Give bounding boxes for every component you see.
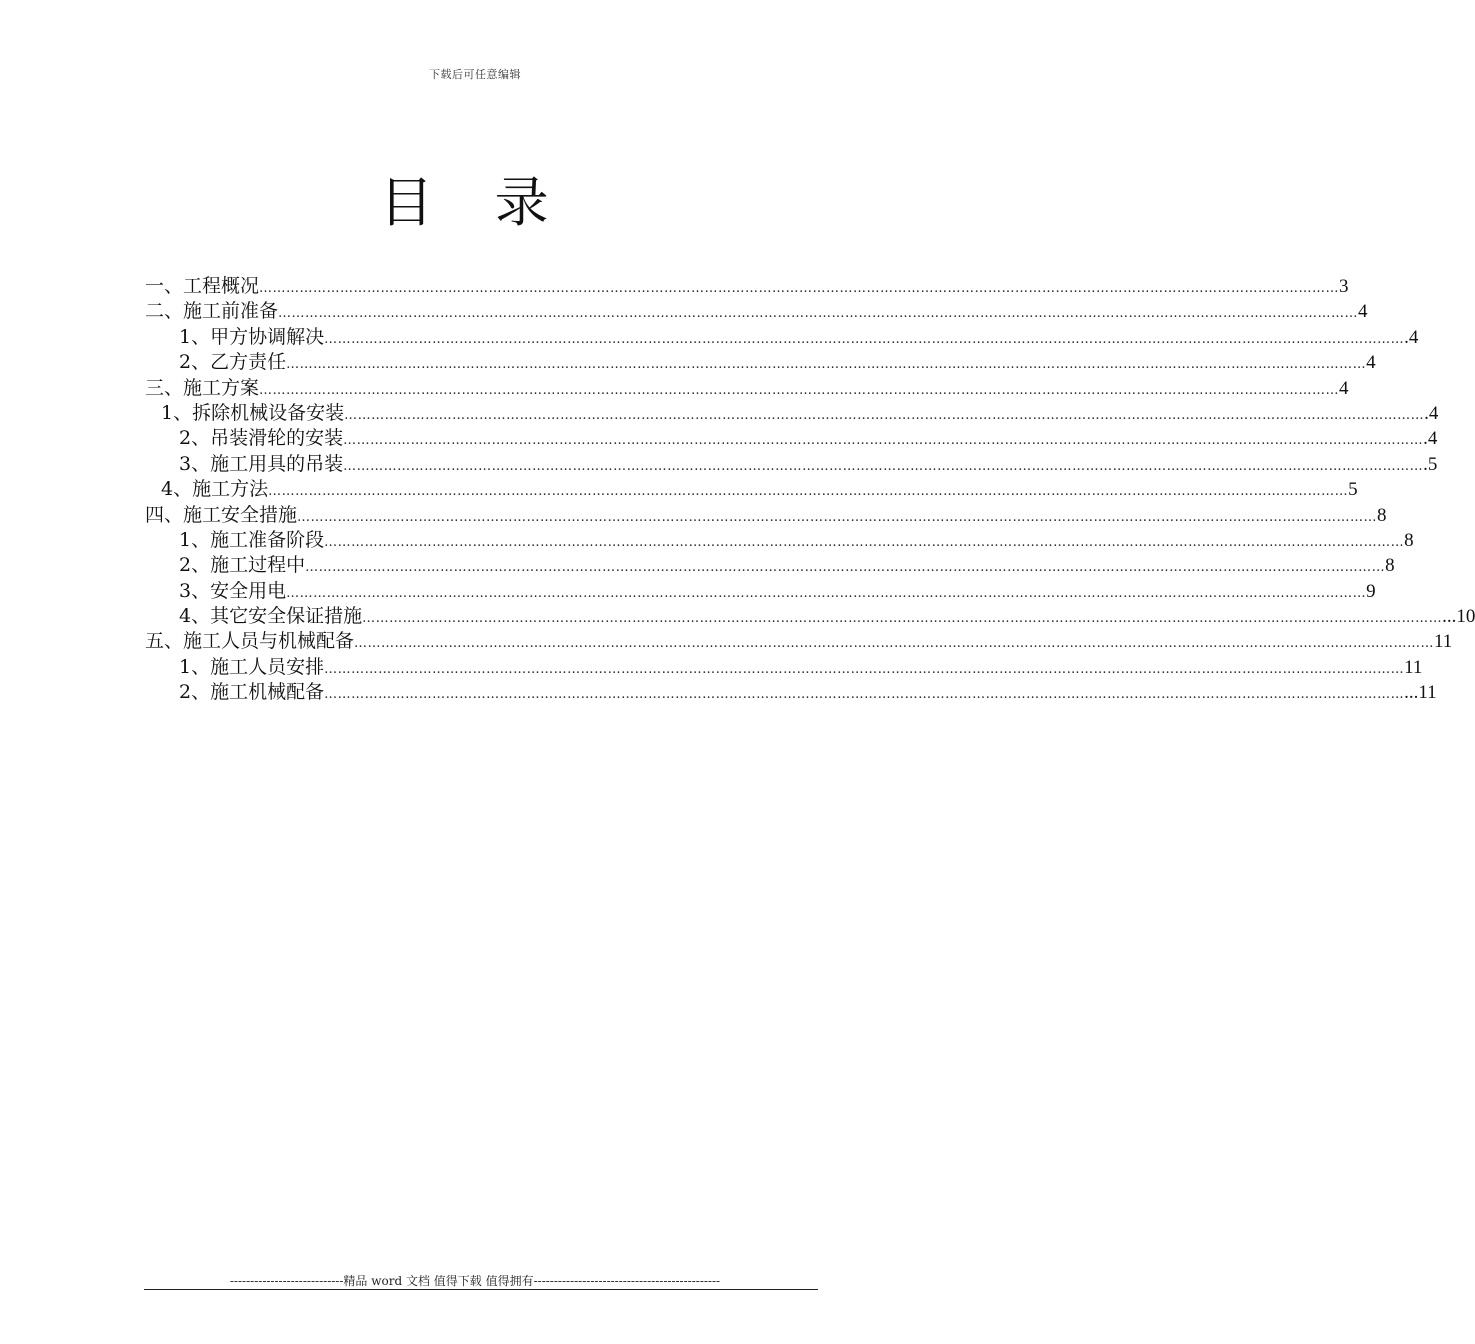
toc-entry-page: .4 (1423, 428, 1438, 450)
toc-dot-leader: …………………………………………………………………………………………………………………………………………………………………………………………………………………… (297, 509, 1378, 525)
toc-entry-page: 5 (1348, 479, 1358, 501)
toc-entry-page: 4 (1358, 301, 1368, 323)
toc-dot-leader: …………………………………………………………………………………………………………………………………………………………………………………………………………………… (324, 331, 1405, 347)
toc-entry-page: .5 (1423, 453, 1438, 475)
toc-entry-page: 4 (1366, 352, 1376, 374)
toc-entry-label: 1、施工人员安排 (179, 655, 325, 678)
toc-entry-label: 1、拆除机械设备安装 (161, 401, 345, 424)
toc-entry-label: 1、甲方协调解决 (179, 325, 325, 348)
toc-entry[interactable] (145, 376, 1349, 401)
toc-entry[interactable] (145, 579, 1376, 604)
toc-entry-label: 四、施工安全措施 (145, 503, 298, 526)
toc-entry-label: 2、施工机械配备 (179, 681, 325, 704)
toc-entry-page: 8 (1385, 555, 1395, 577)
page-title: 目 录 (379, 171, 571, 234)
toc-entry-page: 8 (1377, 504, 1387, 526)
toc-entry[interactable] (145, 274, 1349, 299)
toc-entry-label: 1、施工准备阶段 (179, 528, 325, 551)
toc-entry-page: 3 (1339, 276, 1349, 297)
toc-entry-page: 11 (1404, 656, 1423, 678)
toc-entry-page: ...10 (1442, 606, 1475, 628)
toc-entry[interactable] (145, 528, 1414, 553)
toc-entry[interactable] (145, 299, 1368, 324)
toc-entry-label: 2、乙方责任 (179, 351, 287, 374)
toc-entry-page: 8 (1404, 529, 1414, 551)
toc-dot-leader: …………………………………………………………………………………………………………………………………………………………………………………………………………………… (343, 458, 1424, 474)
toc-dot-leader: …………………………………………………………………………………………………………………………………………………………………………………………………………………… (324, 661, 1405, 677)
toc-dot-leader: …………………………………………………………………………………………………………………………………………………………………………………………………………………… (343, 433, 1424, 449)
toc-entry[interactable] (145, 503, 1387, 528)
toc-entry[interactable] (145, 629, 1453, 654)
toc-entry[interactable] (145, 325, 1419, 350)
toc-dot-leader: …………………………………………………………………………………………………………………………………………………………………………………………………………………… (324, 534, 1405, 550)
toc-dot-leader: …………………………………………………………………………………………………………………………………………………………………………………………………………………… (286, 357, 1367, 373)
toc-entry-label: 2、施工过程中 (179, 554, 306, 577)
toc-dot-leader: …………………………………………………………………………………………………………………………………………………………………………………………………………………… (286, 585, 1367, 601)
toc-entry-label: 一、工程概况 (145, 275, 260, 297)
toc-dot-leader: …………………………………………………………………………………………………………………………………………………………………………………………………………………… (278, 306, 1359, 322)
page-footer: ----------------------------精品 word 文档 值得下载 值得拥有---------------------------------------------- (229, 1274, 721, 1288)
toc-entry[interactable] (145, 477, 1358, 502)
toc-entry-page: .4 (1404, 326, 1419, 348)
toc-entry-label: 4、施工方法 (161, 478, 269, 501)
toc-dot-leader: …………………………………………………………………………………………………………………………………………………………………………………………………………………… (259, 281, 1340, 296)
toc-dot-leader: …………………………………………………………………………………………………………………………………………………………………………………………………………………… (362, 611, 1443, 627)
toc-dot-leader: …………………………………………………………………………………………………………………………………………………………………………………………………………………… (259, 382, 1340, 398)
toc-entry-label: 3、安全用电 (179, 579, 287, 602)
toc-entry-label: 三、施工方案 (145, 376, 260, 399)
toc-entry[interactable] (145, 452, 1438, 477)
toc-entry-label: 4、其它安全保证措施 (179, 605, 363, 628)
toc-entry[interactable] (145, 680, 1437, 705)
toc-entry-page: 9 (1366, 580, 1376, 602)
toc-entry-page: 11 (1434, 631, 1453, 653)
toc-entry-label: 二、施工前准备 (145, 300, 279, 323)
footer-rule (144, 1289, 818, 1290)
toc-entry[interactable] (145, 604, 1475, 629)
toc-entry[interactable] (145, 426, 1438, 451)
toc-entry-label: 2、吊装滑轮的安装 (179, 427, 344, 450)
toc-dot-leader: …………………………………………………………………………………………………………………………………………………………………………………………………………………… (268, 484, 1349, 500)
toc-entry-label: 五、施工人员与机械配备 (145, 630, 355, 653)
toc-entry-page: 4 (1339, 377, 1349, 399)
toc-dot-leader: …………………………………………………………………………………………………………………………………………………………………………………………………………………… (324, 687, 1405, 703)
toc-dot-leader: …………………………………………………………………………………………………………………………………………………………………………………………………………………… (344, 407, 1425, 423)
toc-entry[interactable] (145, 401, 1439, 426)
toc-entry[interactable] (145, 350, 1376, 375)
table-of-contents (145, 274, 1475, 706)
toc-entry-page: ...11 (1404, 682, 1437, 704)
page-header: 下载后可任意编辑 (429, 68, 521, 81)
toc-entry-label: 3、施工用具的吊装 (179, 452, 344, 475)
toc-dot-leader: …………………………………………………………………………………………………………………………………………………………………………………………………………………… (354, 636, 1435, 652)
toc-entry[interactable] (145, 655, 1423, 680)
toc-entry[interactable] (145, 553, 1395, 578)
toc-entry-page: .4 (1424, 402, 1439, 424)
toc-dot-leader: …………………………………………………………………………………………………………………………………………………………………………………………………………………… (305, 560, 1386, 576)
